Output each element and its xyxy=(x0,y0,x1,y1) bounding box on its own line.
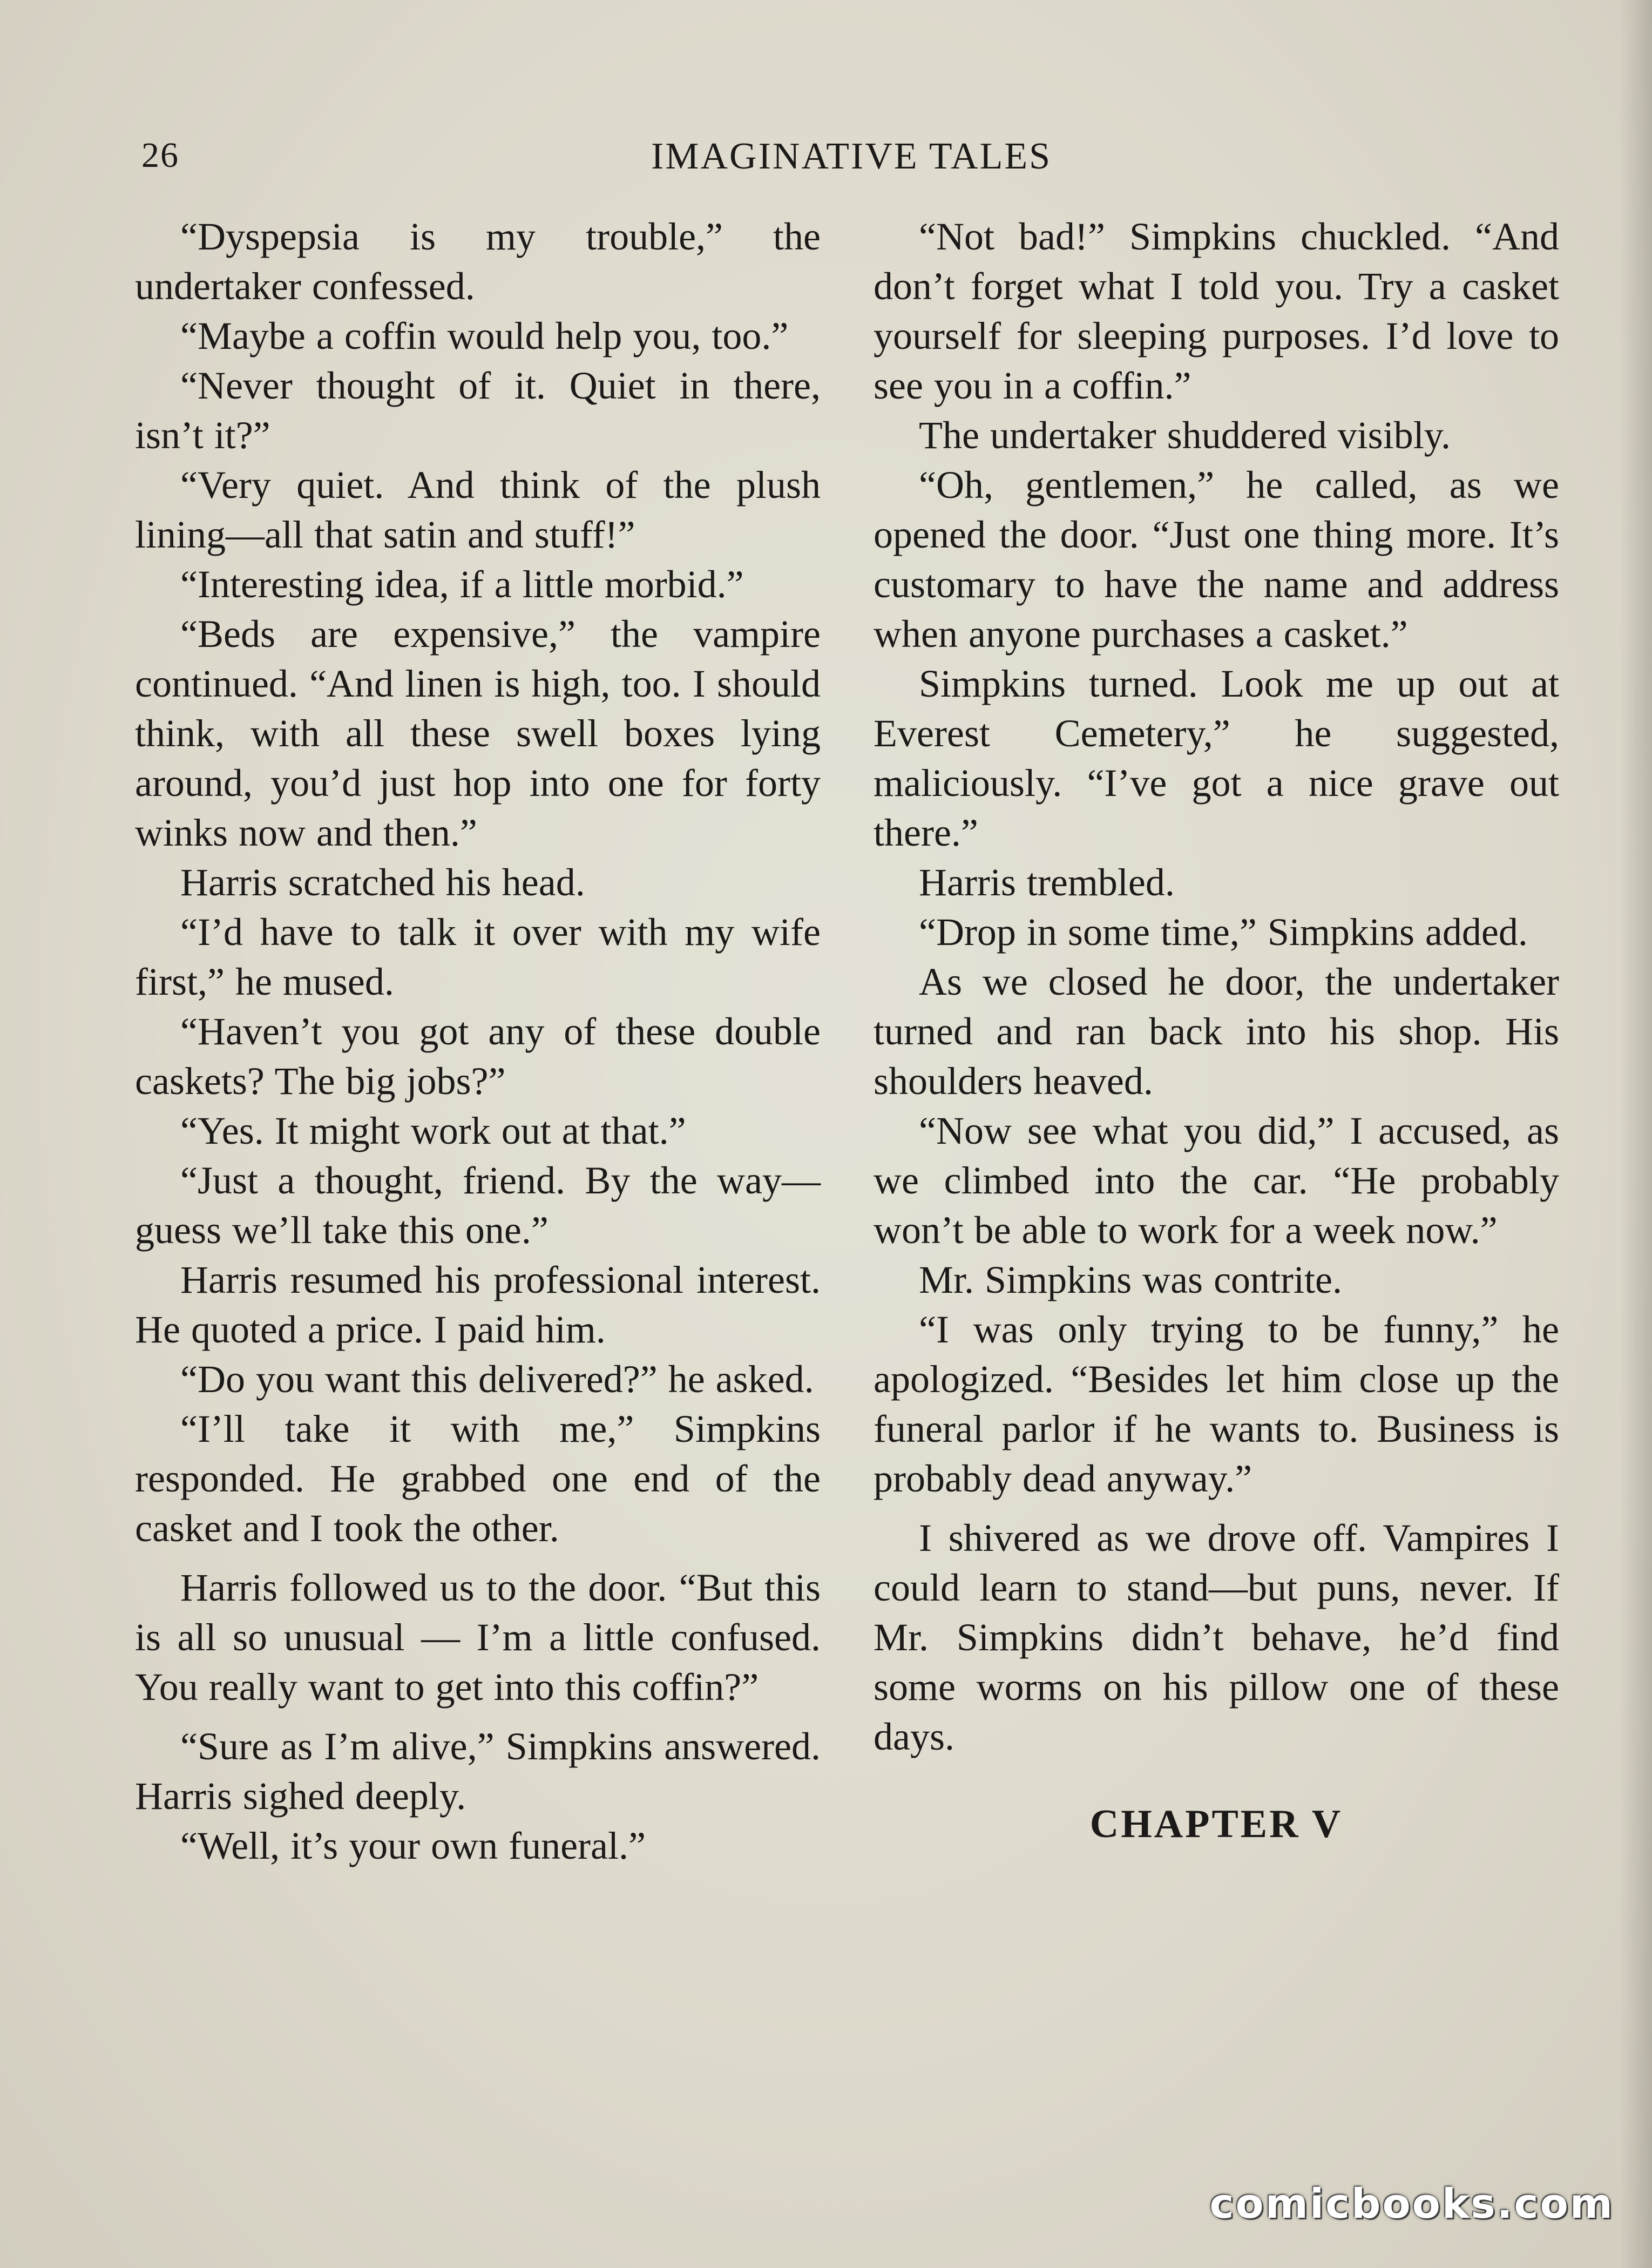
paragraph: The undertaker shuddered visibly. xyxy=(919,414,1451,457)
paragraph: I shivered as we drove off. Vampires I could learn to stand—but puns, never. If Mr. Simpkins didn’t behave, he’d find some worms on his pillow one of these days. xyxy=(874,1516,1559,1758)
paragraph: “I was only trying to be funny,” he apologized. “Besides let him close up the funeral parlor if he wants to. Business is probably dead anyway.” xyxy=(874,1308,1559,1500)
paragraph: “Well, it’s your own funeral.” xyxy=(180,1824,646,1867)
paragraph: “I’d have to talk it over with my wife first,” he mused. xyxy=(135,910,821,1003)
paragraph: Harris trembled. xyxy=(919,861,1175,904)
paragraph: “Interesting idea, if a little morbid.” xyxy=(180,563,744,606)
paragraph: Simpkins turned. Look me up out at Everest Cemetery,” he suggested, maliciously. “I’ve got a nice grave out there.” xyxy=(874,662,1559,854)
paragraph: “Drop in some time,” Simpkins added. xyxy=(919,910,1528,954)
page-edge-shadow xyxy=(1620,0,1652,2268)
chapter-heading: CHAPTER V xyxy=(1089,1802,1343,1846)
paragraph: “Sure as I’m alive,” Simpkins answered. Harris sighed deeply. xyxy=(135,1725,821,1818)
paragraph: “Haven’t you got any of these double caskets? The big jobs?” xyxy=(135,1010,821,1103)
paragraph: “I’ll take it with me,” Simpkins responded. He grabbed one end of the casket and I took the other. xyxy=(135,1407,821,1550)
paragraph: Harris scratched his head. xyxy=(180,861,585,904)
watermark-logo: comicbooks.com xyxy=(1209,2179,1614,2228)
page-number: 26 xyxy=(141,136,179,175)
paragraph: “Maybe a coffin would help you, too.” xyxy=(180,314,789,357)
page-header xyxy=(141,135,1561,189)
paragraph: “Do you want this delivered?” he asked. xyxy=(180,1358,814,1401)
right-column xyxy=(874,212,1559,1849)
paragraph: “Very quiet. And think of the plush lining—all that satin and stuff!” xyxy=(135,463,821,556)
left-column xyxy=(135,212,821,1871)
paragraph: “Now see what you did,” I accused, as we climbed into the car. “He probably won’t be able to work for a week now.” xyxy=(874,1109,1559,1252)
paragraph: Mr. Simpkins was contrite. xyxy=(919,1258,1342,1301)
paragraph: “Oh, gentlemen,” he called, as we opened the door. “Just one thing more. It’s customary to have the name and address when anyone purchases a casket.” xyxy=(874,463,1559,656)
paragraph: As we closed he door, the undertaker turned and ran back into his shop. His shoulders heaved. xyxy=(874,960,1559,1103)
paragraph: “Just a thought, friend. By the way—guess we’ll take this one.” xyxy=(135,1159,821,1252)
paragraph: “Yes. It might work out at that.” xyxy=(180,1109,686,1152)
paragraph: Harris followed us to the door. “But this is all so unusual — I’m a little confused. You really want to get into this coffin?” xyxy=(135,1566,821,1709)
paragraph: “Never thought of it. Quiet in there, isn’t it?” xyxy=(135,364,821,457)
paragraph: “Not bad!” Simpkins chuckled. “And don’t forget what I told you. Try a casket yourself for sleeping purposes. I’d love to see you in a coffin.” xyxy=(874,215,1559,407)
paragraph: “Beds are expensive,” the vampire continued. “And linen is high, too. I should think, with all these swell boxes lying around, you’d just hop into one for forty winks now and then.” xyxy=(135,612,821,854)
paragraph: “Dyspepsia is my trouble,” the undertaker confessed. xyxy=(135,215,821,308)
paragraph: Harris resumed his professional interest. He quoted a price. I paid him. xyxy=(135,1258,821,1351)
running-title: IMAGINATIVE TALES xyxy=(651,136,1052,177)
